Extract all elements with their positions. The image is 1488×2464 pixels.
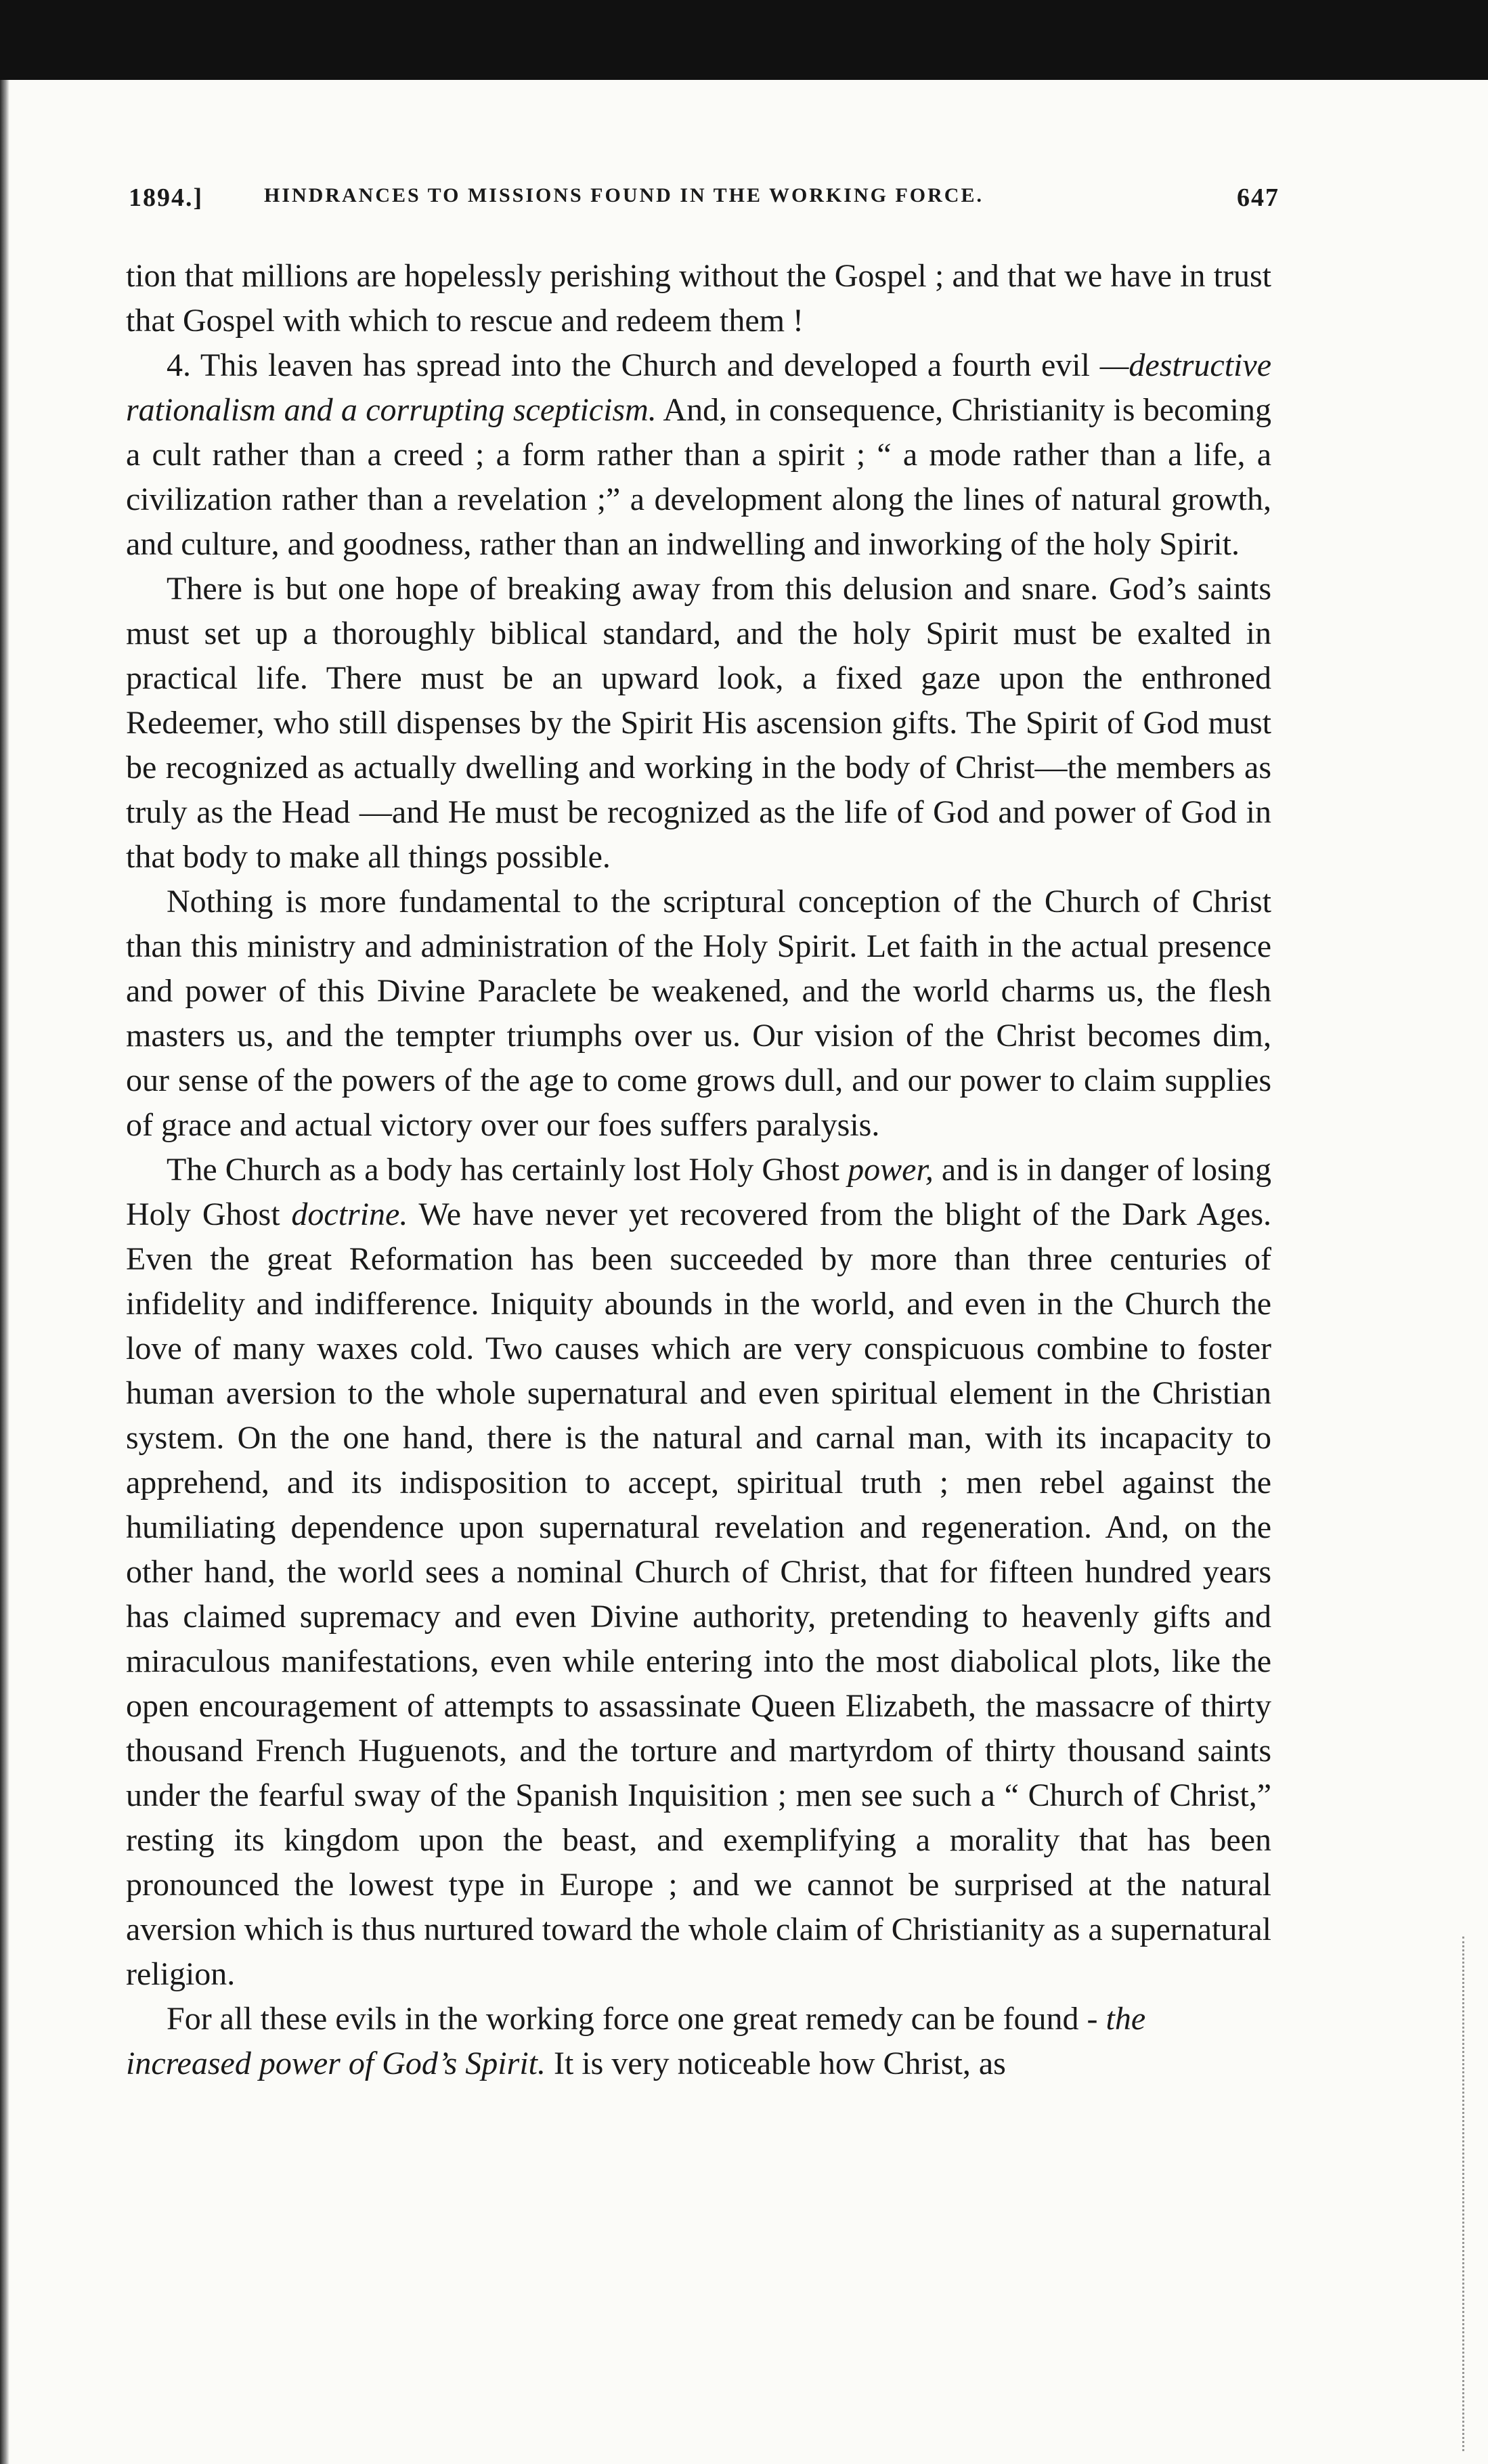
scan-top-border: [0, 0, 1488, 80]
paragraph-5-text-mid: and is in danger of losing Holy Ghost: [126, 1152, 1272, 1232]
paragraph-5-text: The Church as a body has certainly lost Holy Ghost: [167, 1152, 848, 1188]
paragraph-6-text: For all these evils in the working force one great remedy can be found -: [167, 2001, 1106, 2037]
paragraph-5: [126, 1148, 1271, 1997]
paragraph-6-text-cont: It is very noticeable how Christ, as: [546, 2046, 1006, 2081]
paragraph-5-emphasis-doctrine: doctrine.: [291, 1196, 408, 1232]
paragraph-6: [126, 1997, 1271, 2086]
paragraph-2: [126, 343, 1271, 567]
paragraph-2-text-cont: And, in consequence, Christianity is becoming a cult rather than a creed ; a form rather than a spirit ; “ a mode rather than a life, a civilization rather than a revelation ;” a development along the lines of natural growth, and culture, and goodness, rather than an indwelling and inworking of the holy Spirit.: [126, 392, 1271, 562]
paragraph-6-emphasis: the increased power of God’s Spirit.: [126, 2001, 1146, 2081]
paragraph-3: There is but one hope of breaking away from this delusion and snare. God’s saints must set up a thoroughly biblical standard, and the holy Spirit must be exalted in practical life. There must be an upward look, a fixed gaze upon the enthroned Redeemer, who still dispenses by the Spirit His ascension gifts. The Spirit of God must be recognized as actually dwelling and working in the body of Christ—the members as truly as the Head —and He must be recognized as the life of God and power of God in that body to make all things possible.: [126, 571, 1271, 875]
paragraph-2-emphasis: —destructive rationalism and a corrupting scepticism.: [126, 347, 1271, 428]
paragraph-2-text: 4. This leaven has spread into the Church and developed a fourth evil: [167, 347, 1100, 383]
page-number: 647: [1237, 183, 1279, 212]
paragraph-5-text-cont: We have never yet recovered from the blight of the Dark Ages. Even the great Reformation has been succeeded by more than three centuries of infidelity and indifference. Iniquity abounds in the world, and even in the Church the love of many waxes cold. Two causes which are very conspicuous combine to foster human aversion to the whole supernatural and even spiritual element in the Christian system. On the one hand, there is the natural and carnal man, with its incapacity to apprehend, and its indisposition to accept, spiritual truth ; men rebel against the humiliating dependence upon supernatural revelation and regeneration. And, on the other hand, the world sees a nominal Church of Christ, that for fifteen hundred years has claimed supremacy and even Divine authority, pretending to heavenly gifts and miraculous manifestations, even while entering into the most diabolical plots, like the open encouragement of attempts to assassinate Queen Elizabeth, the massacre of thirty thousand French Huguenots, and the torture and martyrdom of thirty thousand saints under the fearful sway of the Spanish Inquisition ; men see such a “ Church of Christ,” resting its kingdom upon the beast, and exemplifying a morality that has been pronounced the lowest type in Europe ; and we cannot be surprised at the natural aversion which is thus nurtured toward the whole claim of Christianity as a supernatural religion.: [126, 1196, 1271, 1992]
paragraph-5-emphasis-power: power,: [848, 1152, 934, 1188]
page-body: [126, 254, 1271, 2086]
running-title: HINDRANCES TO MISSIONS FOUND IN THE WORKING FORCE.: [264, 184, 984, 207]
running-header: [129, 183, 1279, 223]
scan-left-edge: [0, 80, 9, 2464]
header-year: 1894.]: [129, 183, 204, 212]
paragraph-1: tion that millions are hopelessly perishing without the Gospel ; and that we have in trust that Gospel with which to rescue and redeem them !: [126, 258, 1271, 339]
paragraph-4: Nothing is more fundamental to the scriptural conception of the Church of Christ than this ministry and administration of the Holy Spirit. Let faith in the actual presence and power of this Divine Paraclete be weakened, and the world charms us, the flesh masters us, and the tempter triumphs over us. Our vision of the Christ becomes dim, our sense of the powers of the age to come grows dull, and our power to claim supplies of grace and actual victory over our foes suffers paralysis.: [126, 884, 1271, 1143]
scan-right-marks: [1462, 1937, 1472, 2451]
